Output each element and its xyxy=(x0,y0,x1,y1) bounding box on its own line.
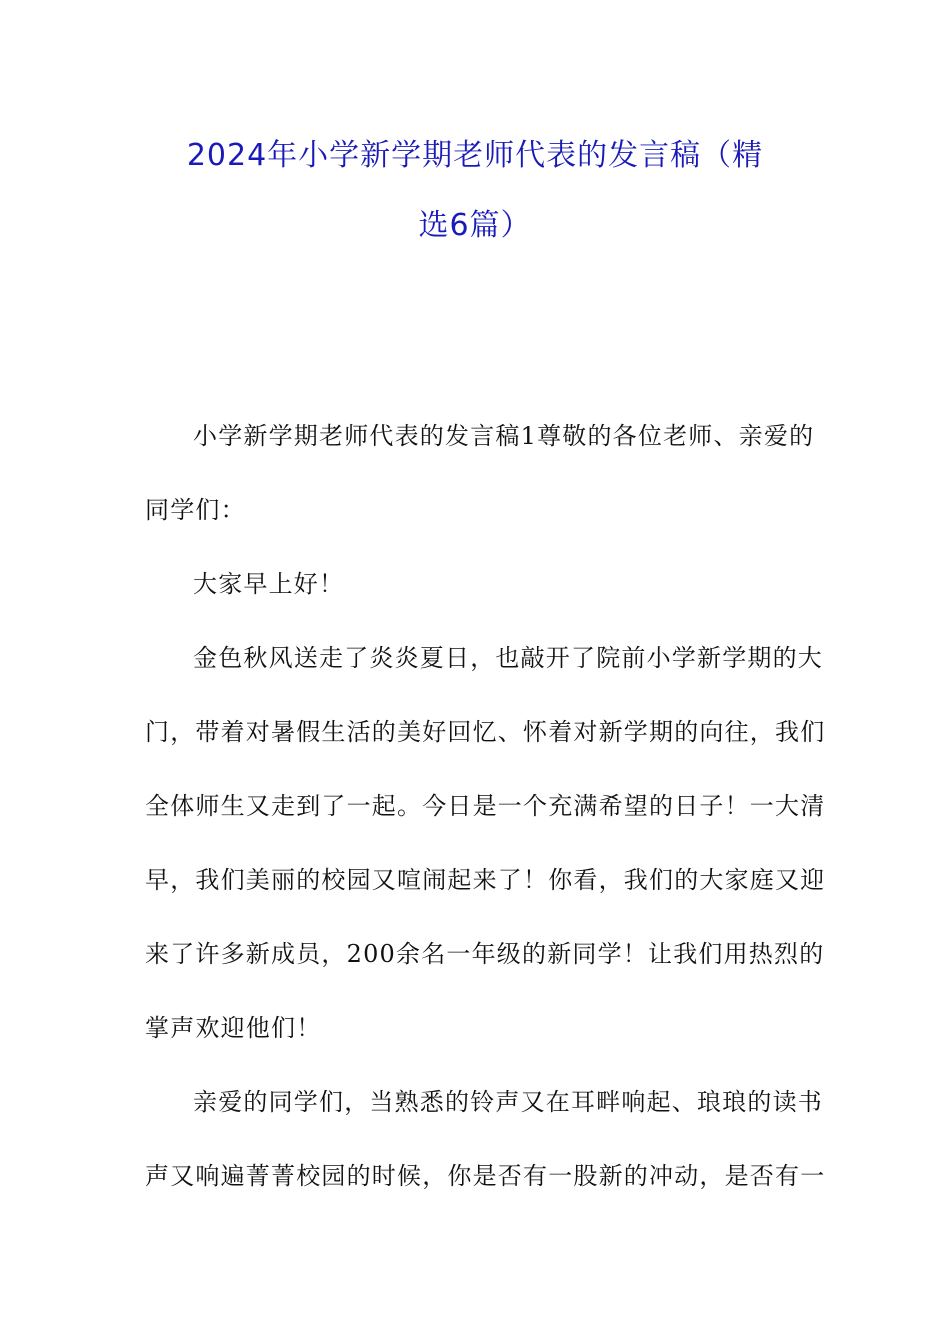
document-title-line-2: 选6篇） xyxy=(418,208,532,243)
paragraph-line: 金色秋风送走了炎炎夏日，也敲开了院前小学新学期的大 xyxy=(193,644,823,672)
paragraph-line: 亲爱的同学们，当熟悉的铃声又在耳畔响起、琅琅的读书 xyxy=(193,1088,823,1116)
paragraph-line: 声又响遍菁菁校园的时候，你是否有一股新的冲动，是否有一 xyxy=(145,1162,826,1190)
document-title-line-1: 2024年小学新学期老师代表的发言稿（精 xyxy=(186,138,764,173)
paragraph-line: 早，我们美丽的校园又喧闹起来了！你看，我们的大家庭又迎 xyxy=(145,866,826,894)
paragraph-line: 小学新学期老师代表的发言稿1尊敬的各位老师、亲爱的 xyxy=(193,422,815,450)
paragraph-line: 同学们： xyxy=(145,496,246,524)
paragraph-line: 掌声欢迎他们！ xyxy=(145,1014,322,1042)
paragraph-line: 全体师生又走到了一起。今日是一个充满希望的日子！一大清 xyxy=(145,792,826,820)
paragraph-line: 来了许多新成员，200余名一年级的新同学！让我们用热烈的 xyxy=(145,940,825,968)
paragraph-line: 门，带着对暑假生活的美好回忆、怀着对新学期的向往，我们 xyxy=(145,718,826,746)
greeting-line: 大家早上好！ xyxy=(193,570,345,598)
